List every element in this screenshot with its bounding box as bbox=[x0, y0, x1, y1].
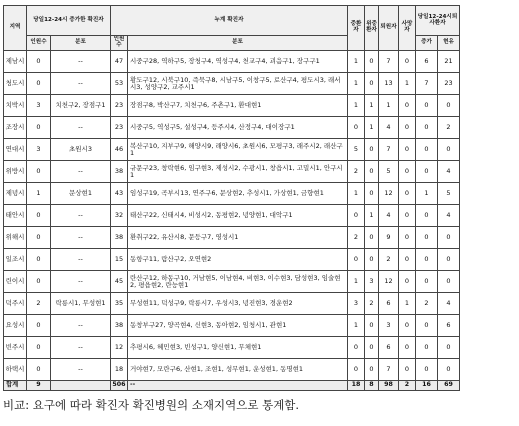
severe-cell: 1 bbox=[348, 315, 365, 337]
deaths-cell: 0 bbox=[399, 315, 416, 337]
total-cumulative-count-cell: 506 bbox=[111, 381, 128, 391]
recovered-cell: 4 bbox=[379, 117, 399, 139]
increase-cell: 0 bbox=[416, 117, 438, 139]
increase-cell: 0 bbox=[416, 271, 438, 293]
cumulative-distribution-cell: 무성현11, 덕성구9, 락릉시7, 우성시3, 녕진현3, 경운현2 bbox=[128, 293, 348, 315]
cumulative-distribution-cell: 환취구22, 유산시8, 문등구7, 영성시1 bbox=[128, 227, 348, 249]
critical-cell: 0 bbox=[365, 161, 379, 183]
cumulative-count-cell: 23 bbox=[111, 117, 128, 139]
increase-cell: 0 bbox=[416, 205, 438, 227]
total-deaths-cell: 2 bbox=[399, 381, 416, 391]
header-row-1 bbox=[4, 6, 460, 36]
cumulative-count-cell: 12 bbox=[111, 337, 128, 359]
cumulative-distribution-cell: 황도구12, 시북구10, 즉묵구8, 시남구5, 이창구5, 로산구4, 평도시3, 래서시3, 성양구2, 교주시1 bbox=[128, 73, 348, 95]
new-count-cell: 0 bbox=[27, 205, 51, 227]
region-cell: 제남시 bbox=[4, 51, 27, 73]
table-row bbox=[4, 315, 460, 337]
critical-cell: 3 bbox=[365, 271, 379, 293]
cumulative-distribution-cell: 동창부구27, 양곡현4, 신현3, 동아현2, 임청시1, 관현1 bbox=[128, 315, 348, 337]
recovered-cell: 3 bbox=[379, 315, 399, 337]
deaths-cell: 0 bbox=[399, 139, 416, 161]
new-distribution-cell: -- bbox=[51, 271, 111, 293]
critical-cell: 0 bbox=[365, 359, 379, 381]
footnote: 비교: 요구에 따라 확진자 확진병원의 소재지역으로 통계함. bbox=[3, 398, 300, 412]
cumulative-distribution-cell: 임성구19, 곡부시13, 연주구6, 문상현2, 추성시1, 가상현1, 금향현1 bbox=[128, 183, 348, 205]
col-cumulative-header: 누계 확진자 bbox=[111, 6, 348, 36]
new-distribution-cell: 치천구2, 장점구1 bbox=[51, 95, 111, 117]
increase-cell: 7 bbox=[416, 73, 438, 95]
table-row bbox=[4, 95, 460, 117]
cumulative-count-cell: 53 bbox=[111, 73, 128, 95]
col-new-dist-header: 분포 bbox=[51, 36, 111, 51]
col-recovered-header: 퇴원자 bbox=[379, 6, 399, 51]
deaths-cell: 0 bbox=[399, 51, 416, 73]
table-row bbox=[4, 293, 460, 315]
deaths-cell: 0 bbox=[399, 205, 416, 227]
col-cum-dist-header: 분포 bbox=[128, 36, 348, 51]
current-cell: 4 bbox=[438, 205, 460, 227]
cumulative-count-cell: 18 bbox=[111, 359, 128, 381]
deaths-cell: 0 bbox=[399, 337, 416, 359]
region-cell: 태안시 bbox=[4, 205, 27, 227]
severe-cell: 2 bbox=[348, 227, 365, 249]
col-cum-count-header: 인원수 bbox=[111, 36, 128, 51]
current-cell: 0 bbox=[438, 359, 460, 381]
cumulative-distribution-cell: 복산구10, 지부구9, 해양시9, 래양시6, 초원시6, 모평구3, 래주시2, 래산구1 bbox=[128, 139, 348, 161]
severe-cell: 2 bbox=[348, 161, 365, 183]
table-body bbox=[4, 51, 460, 391]
deaths-cell: 1 bbox=[399, 73, 416, 95]
cumulative-distribution-cell: 태산구22, 신태시4, 비성시2, 동평현2, 녕양현1, 대악구1 bbox=[128, 205, 348, 227]
new-distribution-cell: -- bbox=[51, 227, 111, 249]
recovered-cell: 6 bbox=[379, 337, 399, 359]
critical-cell: 0 bbox=[365, 249, 379, 271]
cumulative-count-cell: 15 bbox=[111, 249, 128, 271]
increase-cell: 6 bbox=[416, 51, 438, 73]
increase-cell: 1 bbox=[416, 183, 438, 205]
new-count-cell: 0 bbox=[27, 249, 51, 271]
confirmed-cases-table bbox=[3, 5, 460, 391]
current-cell: 6 bbox=[438, 315, 460, 337]
total-recovered-cell: 98 bbox=[379, 381, 399, 391]
increase-cell: 0 bbox=[416, 337, 438, 359]
severe-cell: 1 bbox=[348, 73, 365, 95]
deaths-cell: 0 bbox=[399, 117, 416, 139]
cumulative-distribution-cell: 동항구11, 람산구2, 오연현2 bbox=[128, 249, 348, 271]
new-distribution-cell: 문상현1 bbox=[51, 183, 111, 205]
severe-cell: 1 bbox=[348, 183, 365, 205]
col-new-cases-header: 당일12-24시 증가한 확진자 bbox=[27, 6, 111, 36]
new-distribution-cell: -- bbox=[51, 51, 111, 73]
increase-cell: 0 bbox=[416, 139, 438, 161]
deaths-cell: 0 bbox=[399, 183, 416, 205]
table-row bbox=[4, 139, 460, 161]
cumulative-count-cell: 46 bbox=[111, 139, 128, 161]
recovered-cell: 12 bbox=[379, 183, 399, 205]
cumulative-count-cell: 32 bbox=[111, 205, 128, 227]
new-distribution-cell: -- bbox=[51, 117, 111, 139]
increase-cell: 0 bbox=[416, 249, 438, 271]
recovered-cell: 12 bbox=[379, 271, 399, 293]
deaths-cell: 0 bbox=[399, 95, 416, 117]
region-cell: 요성시 bbox=[4, 315, 27, 337]
table-row bbox=[4, 359, 460, 381]
col-increase-header: 증가 bbox=[416, 36, 438, 51]
current-cell: 0 bbox=[438, 139, 460, 161]
table-row bbox=[4, 337, 460, 359]
new-count-cell: 0 bbox=[27, 227, 51, 249]
new-count-cell: 1 bbox=[27, 183, 51, 205]
current-cell: 2 bbox=[438, 117, 460, 139]
current-cell: 0 bbox=[438, 227, 460, 249]
new-distribution-cell: -- bbox=[51, 337, 111, 359]
critical-cell: 0 bbox=[365, 337, 379, 359]
cumulative-distribution-cell: 거야현7, 모란구6, 산현1, 조현1, 성무현1, 운성현1, 동명현1 bbox=[128, 359, 348, 381]
increase-cell: 0 bbox=[416, 227, 438, 249]
current-cell: 23 bbox=[438, 73, 460, 95]
region-cell: 빈주시 bbox=[4, 337, 27, 359]
critical-cell: 0 bbox=[365, 183, 379, 205]
new-distribution-cell: -- bbox=[51, 161, 111, 183]
current-cell: 4 bbox=[438, 161, 460, 183]
table-row bbox=[4, 205, 460, 227]
recovered-cell: 6 bbox=[379, 293, 399, 315]
region-cell: 제녕시 bbox=[4, 183, 27, 205]
severe-cell: 0 bbox=[348, 249, 365, 271]
severe-cell: 1 bbox=[348, 95, 365, 117]
critical-cell: 1 bbox=[365, 117, 379, 139]
new-count-cell: 3 bbox=[27, 139, 51, 161]
col-new-count-header: 인원수 bbox=[27, 36, 51, 51]
critical-cell: 0 bbox=[365, 139, 379, 161]
total-current-cell: 69 bbox=[438, 381, 460, 391]
new-count-cell: 2 bbox=[27, 293, 51, 315]
recovered-cell: 7 bbox=[379, 139, 399, 161]
recovered-cell: 7 bbox=[379, 51, 399, 73]
col-current-header: 현유 bbox=[438, 36, 460, 51]
region-cell: 조장시 bbox=[4, 117, 27, 139]
recovered-cell: 9 bbox=[379, 227, 399, 249]
total-new-count-cell: 9 bbox=[27, 381, 51, 391]
critical-cell: 0 bbox=[365, 73, 379, 95]
severe-cell: 0 bbox=[348, 337, 365, 359]
total-increase-cell: 16 bbox=[416, 381, 438, 391]
severe-cell: 0 bbox=[348, 117, 365, 139]
increase-cell: 0 bbox=[416, 161, 438, 183]
current-cell: 0 bbox=[438, 271, 460, 293]
deaths-cell: 0 bbox=[399, 271, 416, 293]
col-region-header: 지역 bbox=[4, 6, 27, 51]
cumulative-distribution-cell: 규문구23, 창락현6, 임구현3, 제성시2, 수광시1, 창읍시1, 고밀시1, 안구시1 bbox=[128, 161, 348, 183]
region-cell: 연대시 bbox=[4, 139, 27, 161]
new-count-cell: 0 bbox=[27, 117, 51, 139]
increase-cell: 0 bbox=[416, 315, 438, 337]
table-row bbox=[4, 227, 460, 249]
critical-cell: 0 bbox=[365, 51, 379, 73]
deaths-cell: 0 bbox=[399, 227, 416, 249]
table-row bbox=[4, 183, 460, 205]
critical-cell: 1 bbox=[365, 95, 379, 117]
cumulative-count-cell: 35 bbox=[111, 293, 128, 315]
col-deaths-header: 사망자 bbox=[399, 6, 416, 51]
recovered-cell: 2 bbox=[379, 249, 399, 271]
total-row bbox=[4, 381, 460, 391]
table-row bbox=[4, 271, 460, 293]
deaths-cell: 0 bbox=[399, 161, 416, 183]
total-new-distribution-cell bbox=[51, 381, 111, 391]
total-critical-cell: 8 bbox=[365, 381, 379, 391]
table-row bbox=[4, 249, 460, 271]
cumulative-distribution-cell: 장점구8, 박산구7, 치천구6, 주촌구1, 환대현1 bbox=[128, 95, 348, 117]
total-region-cell: 합계 bbox=[4, 381, 27, 391]
deaths-cell: 1 bbox=[399, 293, 416, 315]
new-count-cell: 0 bbox=[27, 73, 51, 95]
severe-cell: 0 bbox=[348, 359, 365, 381]
critical-cell: 0 bbox=[365, 315, 379, 337]
severe-cell: 5 bbox=[348, 139, 365, 161]
col-critical-header: 위중환자 bbox=[365, 6, 379, 51]
cumulative-count-cell: 38 bbox=[111, 227, 128, 249]
new-distribution-cell: 락릉시1, 무성현1 bbox=[51, 293, 111, 315]
severe-cell: 1 bbox=[348, 51, 365, 73]
critical-cell: 2 bbox=[365, 293, 379, 315]
cumulative-count-cell: 45 bbox=[111, 271, 128, 293]
critical-cell: 1 bbox=[365, 205, 379, 227]
total-cumulative-distribution-cell: -- bbox=[128, 381, 348, 391]
region-cell: 치박시 bbox=[4, 95, 27, 117]
severe-cell: 0 bbox=[348, 205, 365, 227]
new-count-cell: 0 bbox=[27, 161, 51, 183]
recovered-cell: 13 bbox=[379, 73, 399, 95]
new-count-cell: 0 bbox=[27, 337, 51, 359]
region-cell: 위방시 bbox=[4, 161, 27, 183]
table-row bbox=[4, 51, 460, 73]
current-cell: 0 bbox=[438, 337, 460, 359]
current-cell: 4 bbox=[438, 293, 460, 315]
table-row bbox=[4, 117, 460, 139]
cumulative-distribution-cell: 시중구5, 역성구5, 설성구4, 등주시4, 산정구4, 대이장구1 bbox=[128, 117, 348, 139]
current-cell: 0 bbox=[438, 249, 460, 271]
col-severe-header: 중환자 bbox=[348, 6, 365, 51]
new-distribution-cell: -- bbox=[51, 249, 111, 271]
region-cell: 청도시 bbox=[4, 73, 27, 95]
region-cell: 위해시 bbox=[4, 227, 27, 249]
new-count-cell: 0 bbox=[27, 51, 51, 73]
increase-cell: 2 bbox=[416, 293, 438, 315]
region-cell: 하택시 bbox=[4, 359, 27, 381]
new-count-cell: 0 bbox=[27, 359, 51, 381]
cumulative-count-cell: 43 bbox=[111, 183, 128, 205]
increase-cell: 0 bbox=[416, 95, 438, 117]
current-cell: 5 bbox=[438, 183, 460, 205]
region-cell: 덕주시 bbox=[4, 293, 27, 315]
cumulative-distribution-cell: 시중구28, 역하구5, 장청구4, 역성구4, 천교구4, 괴음구1, 장구구1 bbox=[128, 51, 348, 73]
deaths-cell: 0 bbox=[399, 359, 416, 381]
new-distribution-cell: -- bbox=[51, 359, 111, 381]
recovered-cell: 7 bbox=[379, 359, 399, 381]
new-distribution-cell: 초원시3 bbox=[51, 139, 111, 161]
current-cell: 0 bbox=[438, 95, 460, 117]
severe-cell: 1 bbox=[348, 271, 365, 293]
recovered-cell: 5 bbox=[379, 161, 399, 183]
cumulative-count-cell: 23 bbox=[111, 95, 128, 117]
cumulative-distribution-cell: 란산구12, 하동구10, 거남현5, 이남현4, 비현3, 이수현3, 담성현3, 임술현2, 평읍현2, 란능현1 bbox=[128, 271, 348, 293]
new-distribution-cell: -- bbox=[51, 73, 111, 95]
cumulative-count-cell: 38 bbox=[111, 161, 128, 183]
cumulative-count-cell: 47 bbox=[111, 51, 128, 73]
severe-cell: 3 bbox=[348, 293, 365, 315]
new-count-cell: 0 bbox=[27, 315, 51, 337]
increase-cell: 0 bbox=[416, 359, 438, 381]
table-row bbox=[4, 161, 460, 183]
deaths-cell: 0 bbox=[399, 249, 416, 271]
region-cell: 린이시 bbox=[4, 271, 27, 293]
col-discharged-header: 당일12-24시퇴사환자 bbox=[416, 6, 460, 36]
current-cell: 21 bbox=[438, 51, 460, 73]
cumulative-distribution-cell: 추평시6, 혜민현3, 빈성구1, 양신현1, 무체현1 bbox=[128, 337, 348, 359]
new-count-cell: 3 bbox=[27, 95, 51, 117]
table-row bbox=[4, 73, 460, 95]
recovered-cell: 1 bbox=[379, 95, 399, 117]
total-severe-cell: 18 bbox=[348, 381, 365, 391]
critical-cell: 0 bbox=[365, 227, 379, 249]
region-cell: 일조시 bbox=[4, 249, 27, 271]
new-count-cell: 0 bbox=[27, 271, 51, 293]
recovered-cell: 4 bbox=[379, 205, 399, 227]
new-distribution-cell: -- bbox=[51, 315, 111, 337]
cumulative-count-cell: 38 bbox=[111, 315, 128, 337]
new-distribution-cell: -- bbox=[51, 205, 111, 227]
